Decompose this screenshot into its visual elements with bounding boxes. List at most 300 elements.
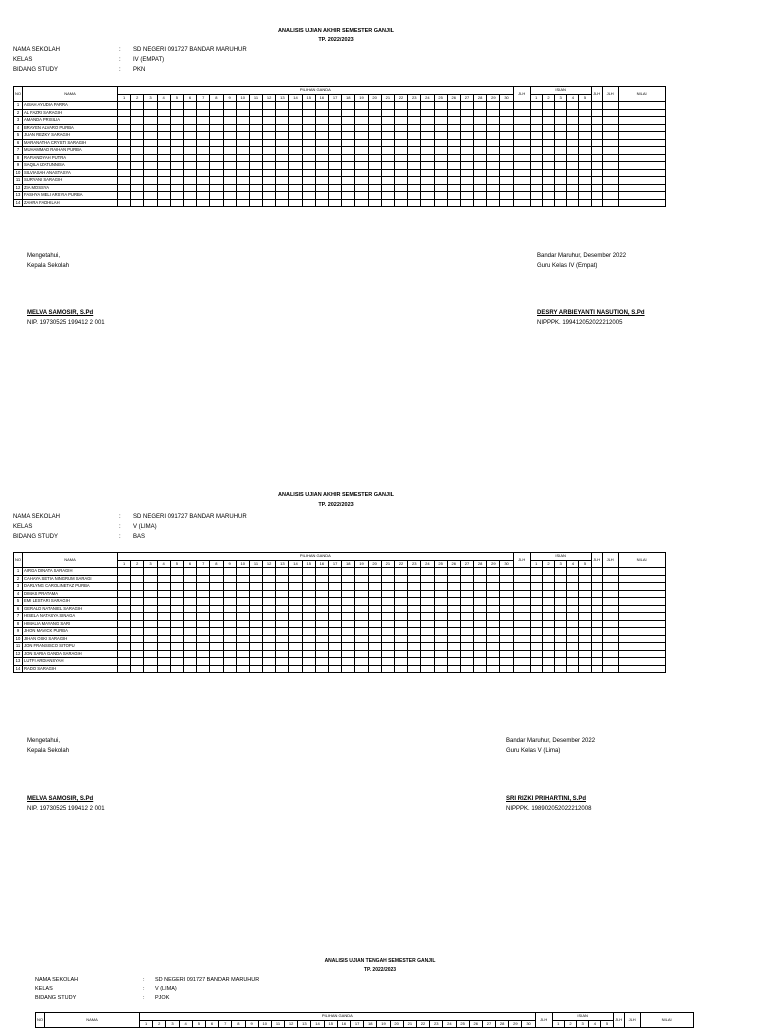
score-cell[interactable] — [342, 184, 355, 192]
score-cell[interactable] — [500, 658, 513, 666]
score-cell[interactable] — [170, 658, 183, 666]
score-cell[interactable] — [329, 605, 342, 613]
score-cell[interactable] — [447, 132, 460, 140]
score-cell[interactable] — [487, 650, 500, 658]
score-cell[interactable] — [329, 154, 342, 162]
score-cell[interactable] — [555, 590, 567, 598]
score-cell[interactable] — [447, 139, 460, 147]
score-cell[interactable] — [474, 598, 487, 606]
score-cell[interactable] — [329, 598, 342, 606]
score-cell[interactable] — [530, 658, 542, 666]
score-cell[interactable] — [542, 620, 554, 628]
score-cell[interactable] — [170, 605, 183, 613]
score-cell[interactable] — [447, 169, 460, 177]
score-cell[interactable] — [368, 620, 381, 628]
score-cell[interactable] — [236, 620, 249, 628]
score-cell[interactable] — [542, 192, 554, 200]
score-cell[interactable] — [567, 598, 579, 606]
score-cell[interactable] — [381, 177, 394, 185]
score-cell[interactable] — [530, 117, 542, 125]
score-cell[interactable] — [542, 598, 554, 606]
score-cell[interactable] — [223, 643, 236, 651]
score-cell[interactable] — [602, 658, 618, 666]
score-cell[interactable] — [542, 658, 554, 666]
score-cell[interactable] — [118, 147, 131, 155]
score-cell[interactable] — [329, 665, 342, 673]
score-cell[interactable] — [474, 199, 487, 207]
score-cell[interactable] — [118, 590, 131, 598]
score-cell[interactable] — [421, 117, 434, 125]
score-cell[interactable] — [249, 177, 262, 185]
score-cell[interactable] — [591, 109, 602, 117]
score-cell[interactable] — [183, 154, 196, 162]
score-cell[interactable] — [421, 199, 434, 207]
score-cell[interactable] — [500, 154, 513, 162]
score-cell[interactable] — [355, 109, 368, 117]
score-cell[interactable] — [197, 147, 210, 155]
score-cell[interactable] — [210, 124, 223, 132]
score-cell[interactable] — [555, 102, 567, 110]
score-cell[interactable] — [289, 575, 302, 583]
score-cell[interactable] — [567, 635, 579, 643]
score-cell[interactable] — [131, 147, 144, 155]
score-cell[interactable] — [460, 117, 473, 125]
score-cell[interactable] — [555, 635, 567, 643]
score-cell[interactable] — [302, 568, 315, 576]
score-cell[interactable] — [302, 628, 315, 636]
score-cell[interactable] — [131, 154, 144, 162]
score-cell[interactable] — [210, 199, 223, 207]
score-cell[interactable] — [500, 583, 513, 591]
score-cell[interactable] — [447, 184, 460, 192]
score-cell[interactable] — [249, 583, 262, 591]
score-cell[interactable] — [513, 575, 530, 583]
score-cell[interactable] — [263, 162, 276, 170]
score-cell[interactable] — [342, 643, 355, 651]
score-cell[interactable] — [157, 665, 170, 673]
score-cell[interactable] — [542, 132, 554, 140]
score-cell[interactable] — [210, 147, 223, 155]
score-cell[interactable] — [394, 147, 407, 155]
score-cell[interactable] — [289, 665, 302, 673]
score-cell[interactable] — [329, 169, 342, 177]
score-cell[interactable] — [460, 613, 473, 621]
score-cell[interactable] — [118, 117, 131, 125]
score-cell[interactable] — [118, 199, 131, 207]
score-cell[interactable] — [144, 102, 157, 110]
score-cell[interactable] — [368, 628, 381, 636]
score-cell[interactable] — [223, 154, 236, 162]
score-cell[interactable] — [355, 177, 368, 185]
score-cell[interactable] — [487, 605, 500, 613]
score-cell[interactable] — [289, 124, 302, 132]
score-cell[interactable] — [368, 192, 381, 200]
score-cell[interactable] — [542, 109, 554, 117]
score-cell[interactable] — [249, 628, 262, 636]
score-cell[interactable] — [368, 117, 381, 125]
score-cell[interactable] — [460, 177, 473, 185]
score-cell[interactable] — [591, 635, 602, 643]
score-cell[interactable] — [183, 590, 196, 598]
score-cell[interactable] — [315, 139, 328, 147]
score-cell[interactable] — [555, 109, 567, 117]
score-cell[interactable] — [487, 613, 500, 621]
score-cell[interactable] — [131, 583, 144, 591]
score-cell[interactable] — [500, 598, 513, 606]
score-cell[interactable] — [530, 613, 542, 621]
score-cell[interactable] — [447, 568, 460, 576]
score-cell[interactable] — [263, 124, 276, 132]
score-cell[interactable] — [302, 162, 315, 170]
score-cell[interactable] — [602, 605, 618, 613]
score-cell[interactable] — [236, 124, 249, 132]
score-cell[interactable] — [289, 102, 302, 110]
score-cell[interactable] — [530, 628, 542, 636]
score-cell[interactable] — [567, 620, 579, 628]
score-cell[interactable] — [447, 643, 460, 651]
score-cell[interactable] — [183, 575, 196, 583]
score-cell[interactable] — [263, 598, 276, 606]
score-cell[interactable] — [542, 583, 554, 591]
score-cell[interactable] — [542, 575, 554, 583]
score-cell[interactable] — [355, 590, 368, 598]
score-cell[interactable] — [223, 117, 236, 125]
score-cell[interactable] — [447, 199, 460, 207]
score-cell[interactable] — [555, 139, 567, 147]
score-cell[interactable] — [329, 184, 342, 192]
score-cell[interactable] — [460, 154, 473, 162]
score-cell[interactable] — [197, 613, 210, 621]
score-cell[interactable] — [567, 658, 579, 666]
score-cell[interactable] — [249, 613, 262, 621]
score-cell[interactable] — [276, 613, 289, 621]
score-cell[interactable] — [302, 199, 315, 207]
score-cell[interactable] — [513, 568, 530, 576]
score-cell[interactable] — [249, 658, 262, 666]
score-cell[interactable] — [602, 109, 618, 117]
score-cell[interactable] — [170, 568, 183, 576]
score-cell[interactable] — [368, 658, 381, 666]
score-cell[interactable] — [249, 650, 262, 658]
score-cell[interactable] — [276, 169, 289, 177]
score-cell[interactable] — [342, 613, 355, 621]
score-cell[interactable] — [555, 147, 567, 155]
score-cell[interactable] — [249, 568, 262, 576]
score-cell[interactable] — [460, 590, 473, 598]
score-cell[interactable] — [302, 117, 315, 125]
score-cell[interactable] — [500, 635, 513, 643]
score-cell[interactable] — [513, 184, 530, 192]
score-cell[interactable] — [223, 665, 236, 673]
score-cell[interactable] — [210, 575, 223, 583]
score-cell[interactable] — [555, 154, 567, 162]
score-cell[interactable] — [144, 635, 157, 643]
score-cell[interactable] — [368, 132, 381, 140]
score-cell[interactable] — [530, 605, 542, 613]
score-cell[interactable] — [434, 199, 447, 207]
score-cell[interactable] — [144, 583, 157, 591]
score-cell[interactable] — [591, 605, 602, 613]
score-cell[interactable] — [381, 605, 394, 613]
score-cell[interactable] — [157, 199, 170, 207]
score-cell[interactable] — [542, 605, 554, 613]
score-cell[interactable] — [542, 199, 554, 207]
score-cell[interactable] — [263, 102, 276, 110]
score-cell[interactable] — [474, 658, 487, 666]
score-cell[interactable] — [210, 620, 223, 628]
score-cell[interactable] — [394, 575, 407, 583]
score-cell[interactable] — [487, 628, 500, 636]
score-cell[interactable] — [144, 665, 157, 673]
score-cell[interactable] — [530, 650, 542, 658]
score-cell[interactable] — [579, 568, 591, 576]
score-cell[interactable] — [500, 184, 513, 192]
score-cell[interactable] — [434, 590, 447, 598]
score-cell[interactable] — [434, 643, 447, 651]
score-cell[interactable] — [302, 643, 315, 651]
score-cell[interactable] — [530, 575, 542, 583]
score-cell[interactable] — [355, 643, 368, 651]
score-cell[interactable] — [342, 568, 355, 576]
score-cell[interactable] — [210, 177, 223, 185]
score-cell[interactable] — [223, 184, 236, 192]
score-cell[interactable] — [289, 184, 302, 192]
score-cell[interactable] — [460, 665, 473, 673]
score-cell[interactable] — [567, 124, 579, 132]
score-cell[interactable] — [530, 598, 542, 606]
score-cell[interactable] — [460, 650, 473, 658]
score-cell[interactable] — [197, 605, 210, 613]
score-cell[interactable] — [131, 643, 144, 651]
score-cell[interactable] — [170, 109, 183, 117]
score-cell[interactable] — [394, 635, 407, 643]
score-cell[interactable] — [555, 643, 567, 651]
score-cell[interactable] — [276, 628, 289, 636]
score-cell[interactable] — [157, 568, 170, 576]
score-cell[interactable] — [408, 575, 421, 583]
score-cell[interactable] — [263, 590, 276, 598]
score-cell[interactable] — [170, 628, 183, 636]
score-cell[interactable] — [329, 124, 342, 132]
score-cell[interactable] — [210, 643, 223, 651]
score-cell[interactable] — [579, 177, 591, 185]
score-cell[interactable] — [342, 199, 355, 207]
score-cell[interactable] — [434, 132, 447, 140]
score-cell[interactable] — [567, 590, 579, 598]
score-cell[interactable] — [249, 590, 262, 598]
score-cell[interactable] — [591, 590, 602, 598]
score-cell[interactable] — [381, 102, 394, 110]
score-cell[interactable] — [513, 658, 530, 666]
score-cell[interactable] — [447, 124, 460, 132]
score-cell[interactable] — [170, 583, 183, 591]
score-cell[interactable] — [579, 650, 591, 658]
score-cell[interactable] — [236, 605, 249, 613]
score-cell[interactable] — [530, 635, 542, 643]
score-cell[interactable] — [342, 575, 355, 583]
score-cell[interactable] — [236, 628, 249, 636]
score-cell[interactable] — [210, 650, 223, 658]
score-cell[interactable] — [421, 658, 434, 666]
score-cell[interactable] — [555, 583, 567, 591]
score-cell[interactable] — [591, 650, 602, 658]
score-cell[interactable] — [434, 658, 447, 666]
score-cell[interactable] — [368, 605, 381, 613]
score-cell[interactable] — [223, 658, 236, 666]
score-cell[interactable] — [183, 598, 196, 606]
score-cell[interactable] — [487, 192, 500, 200]
score-cell[interactable] — [183, 132, 196, 140]
score-cell[interactable] — [329, 620, 342, 628]
score-cell[interactable] — [394, 169, 407, 177]
score-cell[interactable] — [118, 575, 131, 583]
score-cell[interactable] — [513, 162, 530, 170]
score-cell[interactable] — [591, 643, 602, 651]
score-cell[interactable] — [579, 583, 591, 591]
score-cell[interactable] — [474, 139, 487, 147]
score-cell[interactable] — [355, 620, 368, 628]
score-cell[interactable] — [144, 620, 157, 628]
score-cell[interactable] — [302, 169, 315, 177]
score-cell[interactable] — [355, 132, 368, 140]
score-cell[interactable] — [530, 124, 542, 132]
score-cell[interactable] — [618, 635, 665, 643]
score-cell[interactable] — [591, 139, 602, 147]
score-cell[interactable] — [249, 635, 262, 643]
score-cell[interactable] — [408, 154, 421, 162]
score-cell[interactable] — [474, 583, 487, 591]
score-cell[interactable] — [249, 665, 262, 673]
score-cell[interactable] — [276, 162, 289, 170]
score-cell[interactable] — [555, 568, 567, 576]
score-cell[interactable] — [487, 199, 500, 207]
score-cell[interactable] — [513, 628, 530, 636]
score-cell[interactable] — [513, 620, 530, 628]
score-cell[interactable] — [474, 620, 487, 628]
score-cell[interactable] — [530, 102, 542, 110]
score-cell[interactable] — [579, 635, 591, 643]
score-cell[interactable] — [131, 192, 144, 200]
score-cell[interactable] — [591, 124, 602, 132]
score-cell[interactable] — [302, 620, 315, 628]
score-cell[interactable] — [408, 583, 421, 591]
score-cell[interactable] — [223, 620, 236, 628]
score-cell[interactable] — [542, 650, 554, 658]
score-cell[interactable] — [315, 635, 328, 643]
score-cell[interactable] — [487, 658, 500, 666]
score-cell[interactable] — [602, 575, 618, 583]
score-cell[interactable] — [555, 620, 567, 628]
score-cell[interactable] — [567, 650, 579, 658]
score-cell[interactable] — [394, 199, 407, 207]
score-cell[interactable] — [460, 658, 473, 666]
score-cell[interactable] — [460, 184, 473, 192]
score-cell[interactable] — [421, 643, 434, 651]
score-cell[interactable] — [118, 635, 131, 643]
score-cell[interactable] — [302, 605, 315, 613]
score-cell[interactable] — [434, 154, 447, 162]
score-cell[interactable] — [555, 177, 567, 185]
score-cell[interactable] — [157, 162, 170, 170]
score-cell[interactable] — [394, 109, 407, 117]
score-cell[interactable] — [276, 568, 289, 576]
score-cell[interactable] — [434, 192, 447, 200]
score-cell[interactable] — [500, 192, 513, 200]
score-cell[interactable] — [276, 605, 289, 613]
score-cell[interactable] — [408, 199, 421, 207]
score-cell[interactable] — [289, 605, 302, 613]
score-cell[interactable] — [144, 147, 157, 155]
score-cell[interactable] — [276, 102, 289, 110]
score-cell[interactable] — [460, 628, 473, 636]
score-cell[interactable] — [249, 184, 262, 192]
score-cell[interactable] — [355, 162, 368, 170]
score-cell[interactable] — [474, 635, 487, 643]
score-cell[interactable] — [197, 177, 210, 185]
score-cell[interactable] — [197, 124, 210, 132]
score-cell[interactable] — [381, 199, 394, 207]
score-cell[interactable] — [315, 117, 328, 125]
score-cell[interactable] — [408, 109, 421, 117]
score-cell[interactable] — [197, 650, 210, 658]
score-cell[interactable] — [408, 177, 421, 185]
score-cell[interactable] — [131, 169, 144, 177]
score-cell[interactable] — [236, 154, 249, 162]
score-cell[interactable] — [131, 102, 144, 110]
score-cell[interactable] — [170, 590, 183, 598]
score-cell[interactable] — [329, 109, 342, 117]
score-cell[interactable] — [460, 635, 473, 643]
score-cell[interactable] — [474, 109, 487, 117]
score-cell[interactable] — [368, 184, 381, 192]
score-cell[interactable] — [567, 117, 579, 125]
score-cell[interactable] — [157, 184, 170, 192]
score-cell[interactable] — [170, 650, 183, 658]
score-cell[interactable] — [302, 177, 315, 185]
score-cell[interactable] — [289, 199, 302, 207]
score-cell[interactable] — [236, 139, 249, 147]
score-cell[interactable] — [602, 613, 618, 621]
score-cell[interactable] — [355, 124, 368, 132]
score-cell[interactable] — [118, 139, 131, 147]
score-cell[interactable] — [460, 139, 473, 147]
score-cell[interactable] — [289, 154, 302, 162]
score-cell[interactable] — [315, 605, 328, 613]
score-cell[interactable] — [381, 650, 394, 658]
score-cell[interactable] — [421, 109, 434, 117]
score-cell[interactable] — [263, 665, 276, 673]
score-cell[interactable] — [197, 635, 210, 643]
score-cell[interactable] — [602, 665, 618, 673]
score-cell[interactable] — [157, 583, 170, 591]
score-cell[interactable] — [555, 184, 567, 192]
score-cell[interactable] — [170, 177, 183, 185]
score-cell[interactable] — [487, 139, 500, 147]
score-cell[interactable] — [210, 117, 223, 125]
score-cell[interactable] — [315, 568, 328, 576]
score-cell[interactable] — [342, 583, 355, 591]
score-cell[interactable] — [329, 628, 342, 636]
score-cell[interactable] — [618, 139, 665, 147]
score-cell[interactable] — [236, 132, 249, 140]
score-cell[interactable] — [276, 147, 289, 155]
score-cell[interactable] — [579, 665, 591, 673]
score-cell[interactable] — [579, 643, 591, 651]
score-cell[interactable] — [421, 147, 434, 155]
score-cell[interactable] — [170, 124, 183, 132]
score-cell[interactable] — [591, 575, 602, 583]
score-cell[interactable] — [210, 109, 223, 117]
